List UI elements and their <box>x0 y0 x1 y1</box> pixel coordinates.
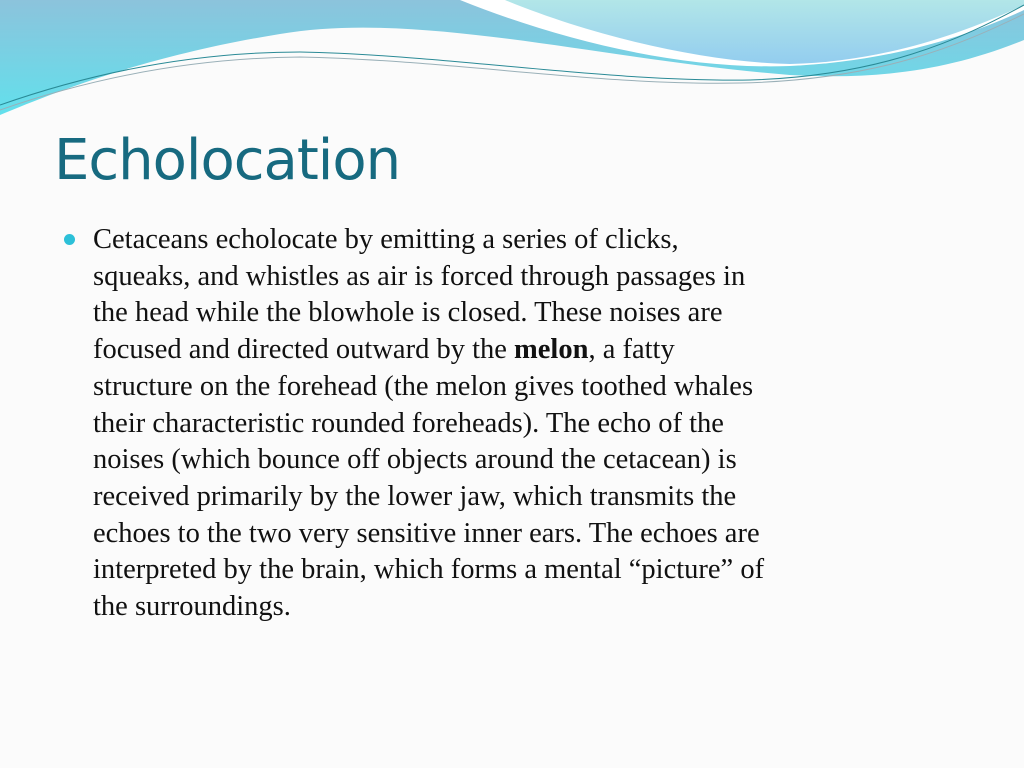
bullet-item <box>64 222 984 626</box>
text-line: the surroundings. <box>93 591 291 623</box>
text-line: noises (which bounce off objects around the cetacean) is <box>93 444 737 476</box>
text-line: structure on the forehead (the melon gives toothed whales <box>93 370 754 402</box>
text-line: received primarily by the lower jaw, which transmits the <box>93 480 737 512</box>
bold-term-melon: melon <box>514 334 589 366</box>
text-line: Cetaceans echolocate by emitting a series of clicks, <box>93 224 679 255</box>
text-line: interpreted by the brain, which forms a mental “picture” of <box>93 554 765 586</box>
slide-title: Echolocation <box>54 128 401 193</box>
text-segment: , a fatty <box>588 334 675 366</box>
header-wave-decoration <box>0 0 1024 130</box>
text-line: the head while the blowhole is closed. These noises are <box>93 297 723 329</box>
text-line: their characteristic rounded foreheads). The echo of the <box>93 407 724 439</box>
bullet-text <box>93 222 984 626</box>
text-line <box>93 332 984 369</box>
text-segment: focused and directed outward by the <box>93 334 515 366</box>
text-line: echoes to the two very sensitive inner ears. The echoes are <box>93 517 760 549</box>
text-line: squeaks, and whistles as air is forced through passages in <box>93 260 746 292</box>
bullet-icon <box>64 234 75 245</box>
